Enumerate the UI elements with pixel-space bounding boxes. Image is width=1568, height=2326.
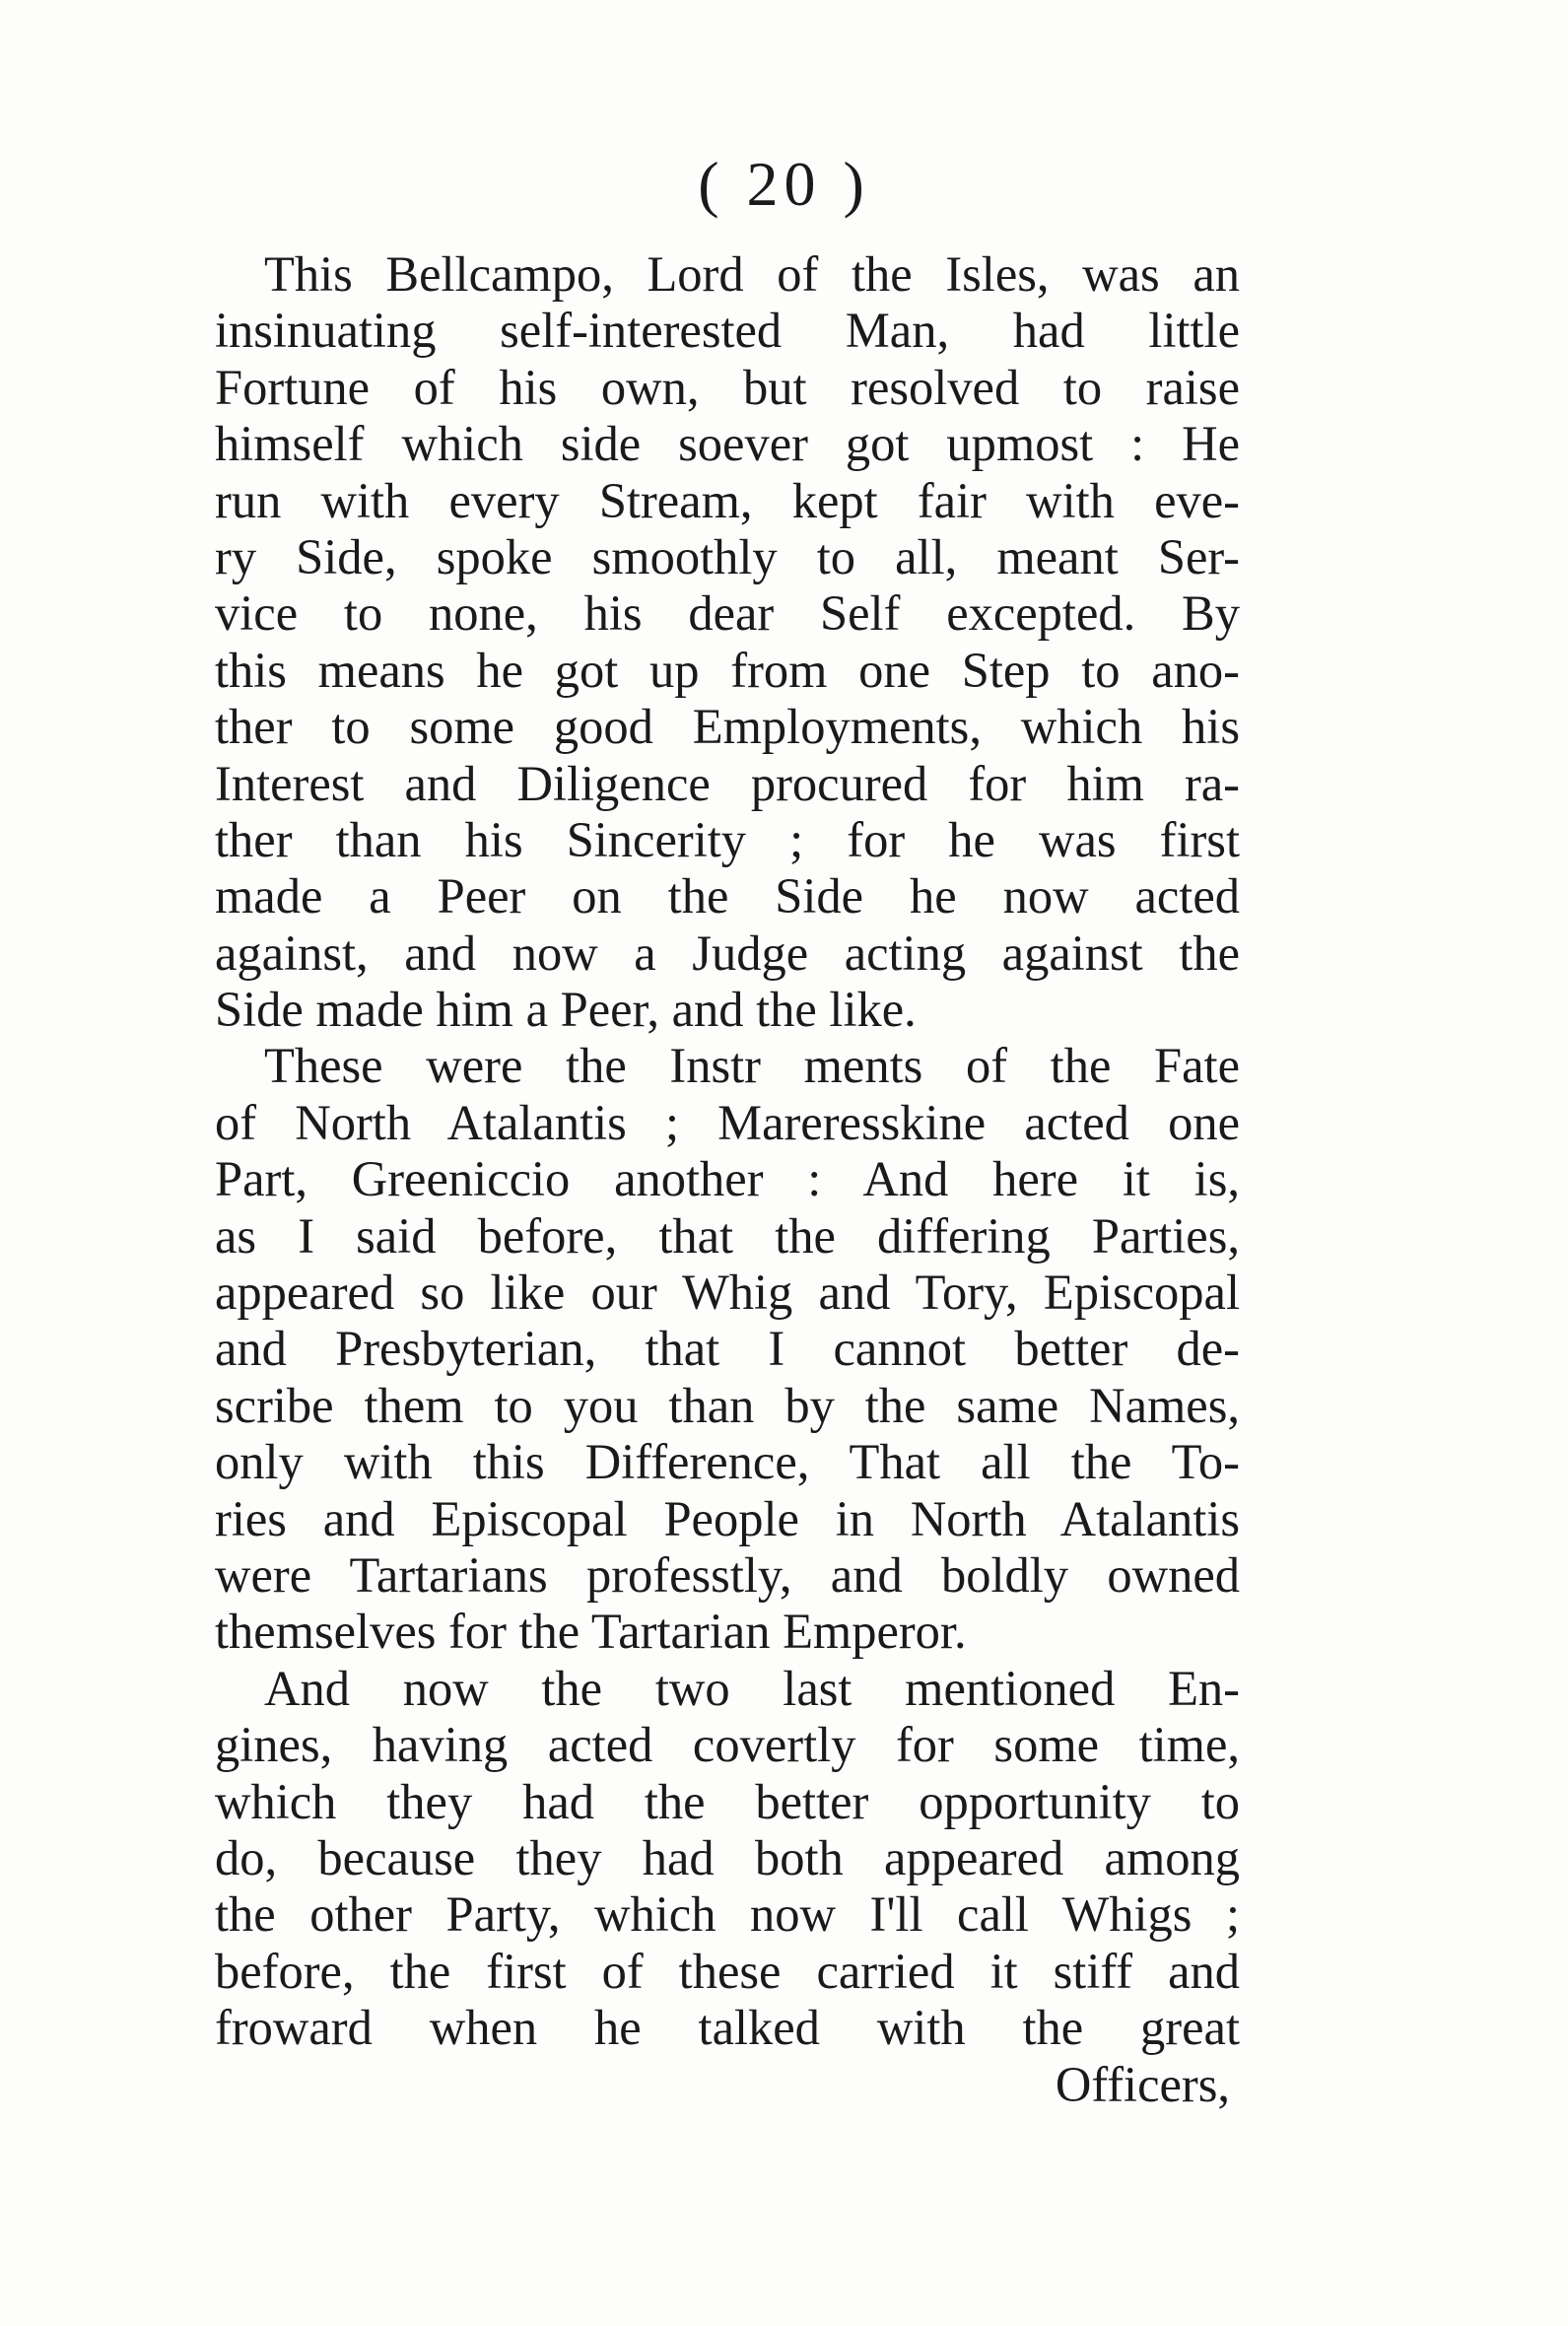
- text-line: These were the Instr ments of the Fate: [264, 1038, 1240, 1094]
- text-line: froward when he talked with the great: [215, 2000, 1240, 2056]
- text-line: Interest and Diligence procured for him ra-: [215, 755, 1240, 811]
- text-line: themselves for the Tartarian Emperor.: [215, 1604, 967, 1660]
- text-line: the other Party, which now I'll call Whigs ;: [215, 1886, 1240, 1943]
- text-line: made a Peer on the Side he now acted: [215, 868, 1240, 924]
- text-line: run with every Stream, kept fair with eve-: [215, 472, 1240, 528]
- text-line: Fortune of his own, but resolved to raise: [215, 359, 1240, 415]
- text-line: were Tartarians professtly, and boldly owned: [215, 1546, 1240, 1603]
- text-line: do, because they had both appeared among: [215, 1829, 1240, 1885]
- text-line: which they had the better opportunity to: [215, 1773, 1240, 1829]
- text-line: ther than his Sincerity ; for he was first: [215, 811, 1240, 867]
- text-line: vice to none, his dear Self excepted. By: [215, 585, 1240, 642]
- text-line: gines, having acted covertly for some time,: [215, 1717, 1240, 1773]
- text-line: only with this Difference, That all the To-: [215, 1434, 1240, 1490]
- text-line: himself which side soever got upmost : He: [215, 416, 1240, 472]
- catchword: Officers,: [1055, 2056, 1230, 2112]
- text-line: Part, Greeniccio another : And here it is,: [215, 1151, 1240, 1207]
- text-line: scribe them to you than by the same Names,: [215, 1377, 1240, 1433]
- text-line: Side made him a Peer, and the like.: [215, 982, 917, 1038]
- text-line: insinuating self-interested Man, had little: [215, 303, 1240, 359]
- text-line: before, the first of these carried it stiff and: [215, 1943, 1240, 1999]
- text-line: and Presbyterian, that I cannot better de-: [215, 1321, 1240, 1377]
- text-line: as I said before, that the differing Parties,: [215, 1207, 1240, 1264]
- text-line: this means he got up from one Step to ano-: [215, 642, 1240, 698]
- text-line: This Bellcampo, Lord of the Isles, was an: [264, 246, 1240, 302]
- text-line: ry Side, spoke smoothly to all, meant Ser-: [215, 528, 1240, 584]
- page-number: ( 20 ): [698, 149, 870, 219]
- text-line: of North Atalantis ; Mareresskine acted one: [215, 1094, 1240, 1150]
- text-line: against, and now a Judge acting against the: [215, 924, 1240, 981]
- text-line: ries and Episcopal People in North Atalantis: [215, 1490, 1240, 1546]
- body-text: [215, 246, 1240, 2113]
- text-line: ther to some good Employments, which his: [215, 699, 1240, 755]
- text-line: appeared so like our Whig and Tory, Episcopal: [215, 1265, 1240, 1321]
- text-line: And now the two last mentioned En-: [264, 1660, 1240, 1716]
